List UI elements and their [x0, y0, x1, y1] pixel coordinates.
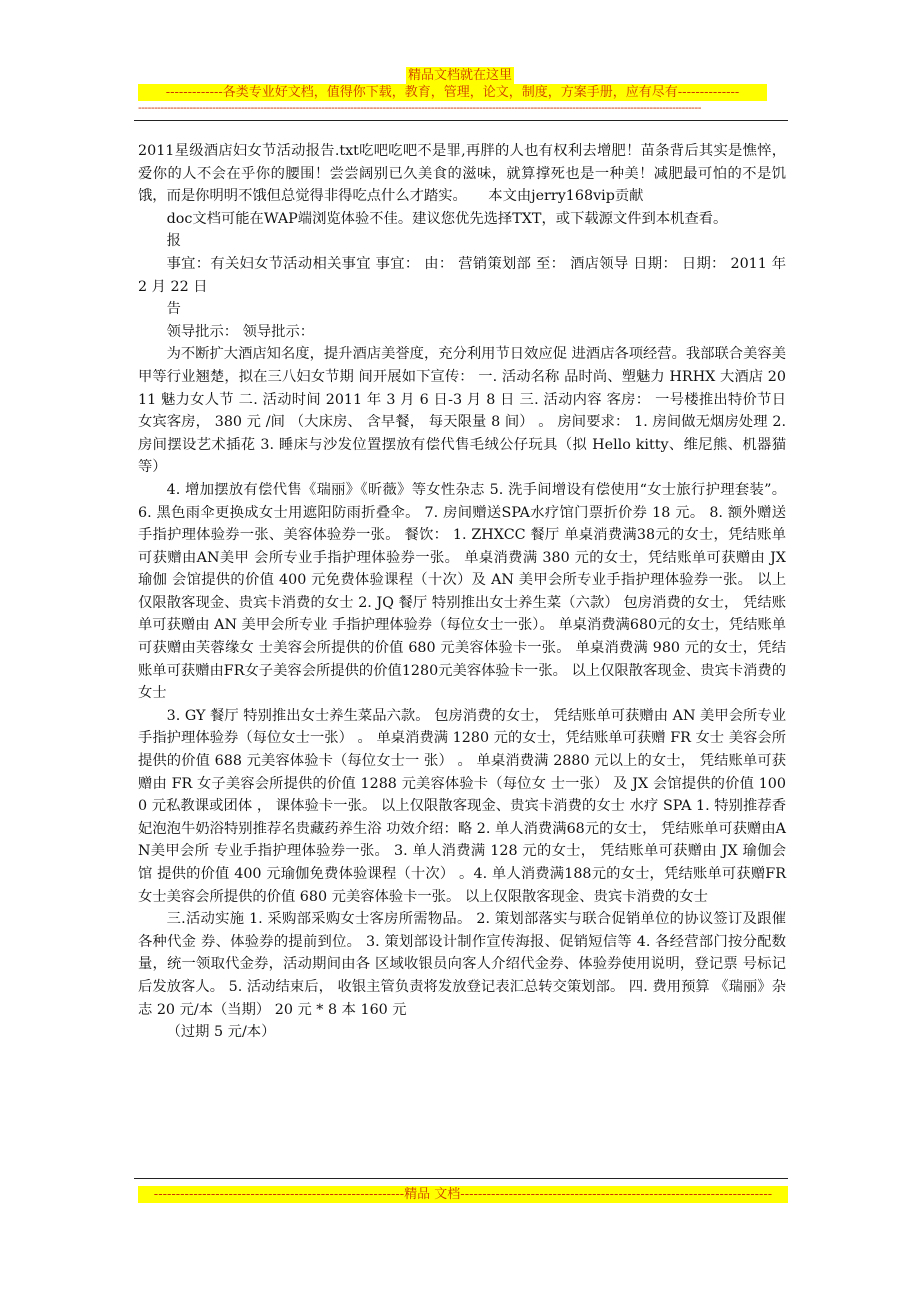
header — [0, 64, 920, 84]
document-body — [138, 140, 786, 1044]
header-dash-line: ------------------------------------------------------------------------------------------------------------------------------------------------------------------------------- — [138, 102, 701, 114]
report-char-bao: 报 — [166, 233, 181, 250]
budget-note: （过期 5 元/本） — [166, 1024, 276, 1041]
doc-notice: doc文档可能在WAP端浏览体验不佳。建议您优先选择TXT，或下载源文件到本机查看。 — [166, 210, 728, 227]
implementation-and-budget: 三.活动实施 1. 采购部采购女士客房所需物品。 2. 策划部落实与联合促销单位的协议签订及跟催各种代金 券、体验券的提前到位。 3. 策划部设计制作宣传海报、促销短信等 4. 各经营部门按分配数量，统一领取代金券，活动期间由各 区域收银员向客人介绍代金券、体验券使用说明，登记票 号标记后发放客人。 5. 活动结束后， 收银主管负责将发放登记表汇总转交策划部。 四. 费用预算 《瑞丽》杂志 20 元/本（当期） 20 元 * 8 本 160 元 — [138, 911, 786, 1018]
header-divider — [134, 120, 788, 121]
header-title: 精品文档就在这里 — [407, 68, 512, 83]
room-and-dining-details: 4. 增加摆放有偿代售《瑞丽》《昕薇》等女性杂志 5. 洗手间增设有偿使用“女士旅行护理套装”。 6. 黑色雨伞更换成女士用遮阳防雨折叠伞。 7. 房间赠送SPA水疗馆门票折价券 18 元。 8. 额外赠送手指护理体验券一张、美容体验券一张。 餐饮： 1. ZHXCC 餐厅 单桌消费满38元的女士，凭结账单可获赠由AN美甲 会所专业手指护理体验券一张。 单桌消费满 380 元的女士，凭结账单可获赠由 JX 瑜伽 会馆提供的价值 400 元免费体验课程（十次）及 AN 美甲会所专业手指护理体验券一张。 以上仅限散客现金、贵宾卡消费的女士 2. JQ 餐厅 特别推出女士养生菜（六款） 包房消费的女士， 凭结账单可获赠由 AN 美甲会所专业 手指护理体验券（每位女士一张）。 单桌消费满680元的女士，凭结账单可获赠由芙蓉缘女 士美容会所提供的价值 680 元美容体验卡一张。 单桌消费满 980 元的女士，凭结账单可获赠由FR女子美容会所提供的价值1280元美容体验卡一张。 以上仅限散客现金、贵宾卡消费的女士 — [138, 481, 786, 702]
leader-approval: 领导批示： 领导批示： — [166, 323, 315, 340]
report-meta: 事宜：有关妇女节活动相关事宜 事宜： 由： 营销策划部 至： 酒店领导 日期： 日期： 2011 年 2 月 22 日 — [138, 255, 786, 295]
gy-restaurant-and-spa: 3. GY 餐厅 特别推出女士养生菜品六款。 包房消费的女士， 凭结账单可获赠由 AN 美甲会所专业 手指护理体验券（每位女士一张） 。 单桌消费满 1280 元的女士，凭结账单可获赠 FR 女士 美容会所提供的价值 688 元美容体验卡（每位女士一 张） 。 单桌消费满 2880 元以上的女士， 凭结账单可获赠由 FR 女子美容会所提供的价值 1288 元美容体验卡（每位女 士一张） 及 JX 会馆提供的价值 1000 元私教课或团体 ， 课体验卡一张。 以上仅限散客现金、贵宾卡消费的女士 水疗 SPA 1. 特别推荐香妃泡泡牛奶浴特别推荐名贵藏药养生浴 功效介绍：略 2. 单人消费满68元的女士， 凭结账单可获赠由AN美甲会所 专业手指护理体验券一张。 3. 单人消费满 128 元的女士， 凭结账单可获赠由 JX 瑜伽会馆 提供的价值 400 元瑜伽免费体验课程（十次） 。4. 单人消费满188元的女士，凭结账单可获赠FR女士美容会所提供的价值 680 元美容体验卡一张。 以上仅限散客现金、贵宾卡消费的女士 — [138, 707, 786, 905]
intro-paragraph: 2011星级酒店妇女节活动报告.txt吃吧吃吧不是罪,再胖的人也有权利去增肥！苗条背后其实是憔悴，爱你的人不会在乎你的腰围！尝尝阔别已久美食的滋味，就算撑死也是一种美！减肥最可怕的不是饥饿，而是你明明不饿但总觉得非得吃点什么才踏实。 本文由jerry168vip贡献 — [138, 143, 786, 205]
header-tagline: -------------各类专业好文档，值得你下载，教育，管理，论文，制度，方案手册，应有尽有-------------- — [138, 84, 767, 101]
report-char-gao: 告 — [166, 301, 181, 318]
activity-overview: 为不断扩大酒店知名度，提升酒店美誉度，充分利用节日效应促 进酒店各项经营。我部联合美容美甲等行业翘楚，拟在三八妇女节期 间开展如下宣传： 一. 活动名称 品时尚、塑魅力 HRHX 大酒店 2011 魅力女人节 二. 活动时间 2011 年 3 月 6 日-3 月 8 日 三. 活动内容 客房： 一号楼推出特价节日女宾客房， 380 元 /间 （大床房、 含早餐， 每天限量 8 间） 。 房间要求： 1. 房间做无烟房处理 2. 房间摆设艺术插花 3. 睡床与沙发位置摆放有偿代售毛绒公仔玩具（拟 Hello kitty、维尼熊、机器猫等） — [138, 346, 786, 476]
footer-divider — [134, 1178, 788, 1179]
footer-banner: ---------------------------------------------------------精品 文档----------------------------------------------------------------------- — [138, 1186, 788, 1203]
